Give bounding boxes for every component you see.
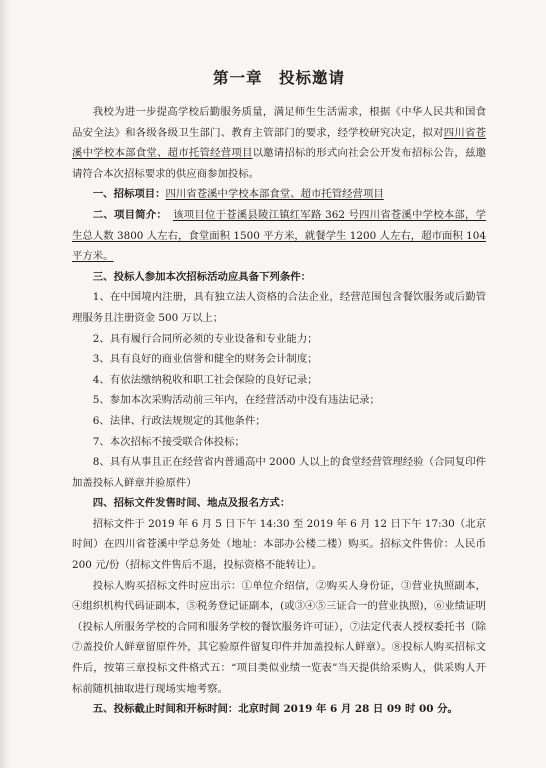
section-4-paragraph-2: 投标人购买招标文件时应出示：①单位介绍信，②购买人身份证，③营业执照副本，④组织机构代码证副本，⑤税务登记证副本，(或③④⑤三证合一的营业执照)，⑥业绩证明（投标人所服务学校的合同和服务学校的餐饮服务许可证），⑦法定代表人授权委托书（除⑦盖投价人鲜章留原件外，其它验原件留复印件并加盖投标人鲜章）。⑧投标人购买招标文件后，按第三章投标文件格式五：“项目类似业绩一览表”当天提供给采购人，供采购人开标前随机抽取进行现场实地考察。 [72, 579, 486, 695]
condition-8: 8、具有从事且正在经营省内普通高中 2000 人以上的食堂经营管理经验（合同复印件加盖投标人鲜章并验原件） [72, 456, 486, 489]
section-1-label: 一、招标项目： [92, 188, 166, 201]
condition-3: 3、具有良好的商业信誉和健全的财务会计制度； [92, 353, 318, 366]
section-2-value: 该项目位于苍溪县陵江镇红军路 362 号四川省苍溪中学校本部，学生总人数 3800 人左右，食堂面积 1500 平方米，就餐学生 1200 人左右，超市面积 104 平方米。 [72, 208, 487, 263]
page-shadow [0, 0, 10, 768]
section-3-heading: 三、投标人参加本次招标活动应具备下列条件： [92, 270, 311, 283]
condition-7: 7、本次招标不接受联合体投标； [92, 435, 245, 448]
condition-1: 1、在中国境内注册，具有独立法人资格的合法企业，经营范围包含餐饮服务或后勤管理服务且注册资金 500 万以上； [72, 291, 486, 324]
section-5 [72, 699, 486, 720]
intro-text-1: 我校为进一步提高学校后勤服务质量，满足师生生活需求，根据《中华人民共和国食品安全法》和各级各级卫生部门、教育主管部门的要求，经学校研究决定，拟对 [72, 106, 486, 139]
condition-2: 2、具有履行合同所必须的专业设备和专业能力； [92, 332, 318, 345]
section-1-value: 四川省苍溪中学校本部食堂、超市托管经营项目 [165, 188, 384, 201]
chapter-title: 第一章 投标邀请 [212, 68, 345, 87]
section-4-paragraph-1: 招标文件于 2019 年 6 月 5 日下午 14:30 至 2019 年 6 月 12 日下午 17:30（北京时间）在四川省苍溪中学总务处（地址：本部办公楼二楼）购买。招标文件售价：人民币 200 元/份（招标文件售后不退，投标资格不能转让）。 [72, 517, 486, 572]
section-4-heading: 四、招标文件发售时间、地点及报名方式： [92, 497, 291, 510]
condition-6: 6、法律、行政法规规定的其他条件； [92, 414, 266, 427]
section-2-label: 二、项目简介： [92, 208, 167, 221]
condition-4: 4、有依法缴纳税收和职工社会保险的良好记录； [92, 373, 318, 386]
section-5-value: 北京时间 2019 年 6 月 28 日 09 时 00 分。 [238, 703, 458, 716]
section-5-label: 五、投标截止时间和开标时间： [92, 703, 239, 716]
condition-5: 5、参加本次采购活动前三年内，在经营活动中没有违法记录； [92, 394, 380, 407]
section-2 [72, 205, 486, 267]
section-1 [72, 184, 486, 205]
intro-project-name: 四川省苍溪中学校本部食堂、超市托管经营项目 [72, 126, 487, 160]
intro-text-2: 以邀请招标的形式向社会公开发布招标公告，兹邀请符合本次招标要求的供应商参加投标。 [72, 147, 486, 180]
intro-paragraph [72, 102, 486, 184]
